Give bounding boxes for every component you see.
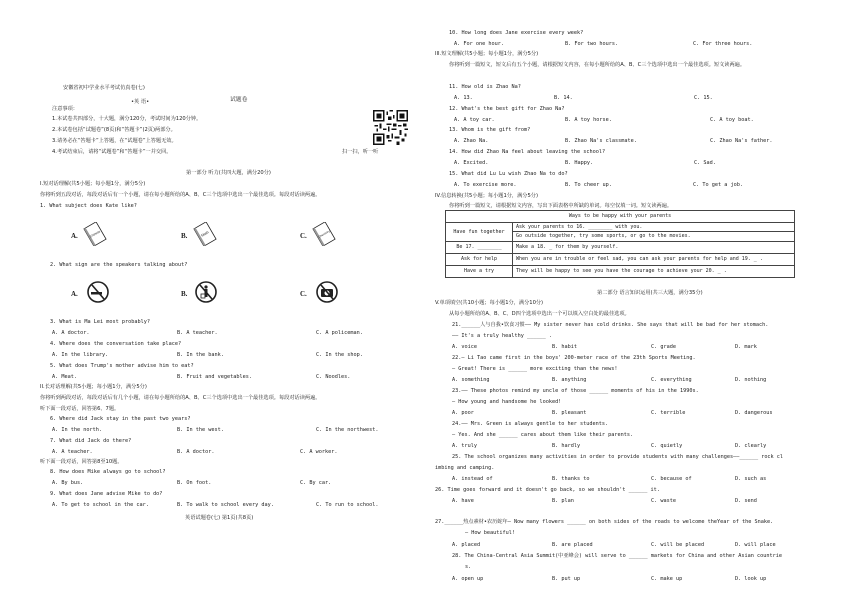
part1-title: 第一部分 听力(共四大题，满分20分)	[186, 170, 271, 176]
table-row	[446, 223, 795, 242]
q14-option-b[interactable]: B. Happy.	[565, 160, 594, 166]
question-5: 5. What does Trump's mother advise him to eat?	[50, 363, 194, 369]
q21-option-d[interactable]: D. mark	[735, 344, 757, 350]
q7-option-c[interactable]: C. A worker.	[300, 449, 338, 455]
q15-option-c[interactable]: C. To get a job.	[693, 182, 743, 188]
q3-option-a[interactable]: A. A doctor.	[52, 330, 90, 336]
q21-option-b[interactable]: B. habit	[552, 344, 577, 350]
q3-option-b[interactable]: B. A teacher.	[177, 330, 218, 336]
q3-option-c[interactable]: C. A policeman.	[316, 330, 363, 336]
right-page	[430, 0, 860, 608]
book-chemistry-icon[interactable]	[311, 222, 337, 246]
q27-option-d[interactable]: D. will place	[735, 542, 776, 548]
section5-title: V.单项填空(共10小题；每小题1分，满分10分)	[435, 300, 544, 306]
question-22-reply: — Great! There is ______ more exciting than the news!	[452, 366, 618, 372]
q13-option-a[interactable]: A. Zhao Na.	[454, 138, 489, 144]
info-table	[445, 210, 795, 278]
q10-option-a[interactable]: A. For one hour.	[454, 41, 504, 47]
table-header: Ways to be happy with your parents	[446, 211, 795, 223]
table-row-label[interactable]: Be 17. ________	[446, 241, 513, 253]
section1-title: I.短对话理解(共5小题；每小题1分，满分5分)	[40, 181, 146, 187]
question-12: 12. What's the best gift for Zhao Na?	[449, 106, 565, 112]
q8-option-a[interactable]: A. By bus.	[52, 480, 84, 486]
q28-option-d[interactable]: D. look up	[735, 576, 767, 582]
q1-option-b-label: B.	[181, 232, 188, 240]
table-row-label: Ask for help	[446, 253, 513, 265]
question-22: 22.— Li Tao came first in the boys' 200-meter race of the 23th Sports Meeting.	[452, 355, 696, 361]
q6-option-a[interactable]: A. In the north.	[52, 427, 102, 433]
question-10: 10. How long does Jane exercise every week?	[449, 30, 584, 36]
q21-option-a[interactable]: A. voice	[452, 344, 477, 350]
question-24: 24.—— Mrs. Green is always gentle to her students.	[452, 421, 609, 427]
notice-line: 1.本试卷共四部分，十大题，满分120分，考试时间为120分钟。	[52, 116, 202, 122]
q25-option-b[interactable]: B. thanks to	[552, 476, 590, 482]
question-21-reply: —— It's a truly healthy ______ .	[452, 333, 552, 339]
q14-option-c[interactable]: C. Sad.	[694, 160, 716, 166]
question-4: 4. Where does the conversation take place?	[50, 341, 182, 347]
section4-desc: 你将听到一篇短文，请根据短文内容，写出下面表格中所缺的单词。每空仅填一词。短文读两遍。	[449, 203, 673, 209]
table-row	[446, 253, 795, 265]
q9-option-c[interactable]: C. To run to school.	[316, 502, 379, 508]
question-3: 3. What is Ma Lei most probably?	[50, 319, 150, 325]
table-row	[446, 241, 795, 253]
q1-option-c-label: C.	[300, 232, 307, 240]
q6-option-c[interactable]: C. In the northwest.	[316, 427, 379, 433]
q11-option-c[interactable]: C. 15.	[694, 95, 713, 101]
q9-option-b[interactable]: B. To walk to school every day.	[177, 502, 274, 508]
section4-title: IV.信息转换(共5小题；每小题1分，满分5分)	[435, 193, 539, 199]
q5-option-c[interactable]: C. Noodles.	[316, 374, 351, 380]
q25-option-c[interactable]: C. because of	[651, 476, 692, 482]
question-15: 15. What did Lu Lu wish Zhao Na to do?	[449, 171, 568, 177]
question-14: 14. How did Zhao Na feel about leaving the school?	[449, 149, 606, 155]
q15-option-b[interactable]: B. To cheer up.	[565, 182, 612, 188]
question-28: 28. The China-Central Asia Summit(中亚峰会) will serve to ______ markets for China and other Asian countrie	[452, 553, 782, 559]
q2-option-c-label: C.	[300, 290, 307, 298]
q22-option-a[interactable]: A. something	[452, 377, 490, 383]
notice-title: 注意事项：	[52, 106, 78, 112]
question-24-reply: — Yes. And she ______ cares about them like their parents.	[452, 432, 634, 438]
question-2: 2. What sign are the speakers talking about?	[50, 262, 188, 268]
q5-option-b[interactable]: B. Fruit and vegetables.	[177, 374, 252, 380]
q26-option-c[interactable]: C. waste	[651, 498, 676, 504]
question-26: 26. Time goes forward and it doesn't go back, so we shouldn't ______ it.	[435, 487, 660, 493]
no-littering-sign-icon[interactable]	[193, 280, 219, 304]
q8-option-b[interactable]: B. On foot.	[177, 480, 212, 486]
table-row-label: Have fun together	[446, 223, 513, 242]
q22-option-d[interactable]: D. nothing	[735, 377, 767, 383]
q13-option-c[interactable]: C. Zhao Na's father.	[710, 138, 773, 144]
q10-option-c[interactable]: C. For three hours.	[693, 41, 753, 47]
question-1: 1. What subject does Kate like?	[40, 203, 137, 209]
q2-option-a-label: A.	[71, 290, 78, 298]
q9-option-a[interactable]: A. To get to school in the car.	[52, 502, 149, 508]
notice-line: 2.本试卷包括“试题卷”(8页)和“答题卡”(2页)两部分。	[52, 127, 176, 133]
book-math-icon[interactable]	[192, 222, 218, 246]
section1-desc: 你将听到五段对话，每段对话后有一个小题，请在每小题所给的A、B、C三个选项中选出一个最佳选项。每段对话读两遍。	[40, 192, 321, 198]
question-25: 25. The school organizes many activities in order to provide students with many challenges——______ rock cl	[452, 454, 784, 460]
q26-option-d[interactable]: D. send	[735, 498, 757, 504]
question-11: 11. How old is Zhao Na?	[449, 84, 521, 90]
section2-title: II.长对话理解(共5小题；每小题1分，满分5分)	[40, 384, 147, 390]
section5-desc: 从每小题所给的A、B、C、D四个选项中选出一个可以填入空白处的最佳选项。	[449, 311, 630, 317]
q14-option-a[interactable]: A. Excited.	[454, 160, 489, 166]
question-21: 21.______人与自我•饮食习惯—— My sister never has cold drinks. She says that will be bad for her stomach.	[452, 322, 769, 328]
question-27-reply: — How beautiful!	[465, 530, 515, 536]
notice-line: 4.考试结束后，请将“试题卷”和“答题卡”一并交回。	[52, 149, 172, 155]
qr-code-icon[interactable]	[373, 110, 408, 145]
q25-option-a[interactable]: A. instead of	[452, 476, 493, 482]
question-27: 27.______热点素材•农历蛇年— Now many flowers ______ on both sides of the roads to welcome theYear of the Snake.	[435, 519, 774, 525]
q13-option-b[interactable]: B. Zhao Na's classmate.	[565, 138, 637, 144]
section3-desc: 你将听到一篇短文，短文后有五个小题，请根据短文内容，在每小题所给的A、B、C三个选项中选出一个最佳选项。短文读两遍。	[449, 62, 746, 68]
q27-option-b[interactable]: B. are placed	[552, 542, 593, 548]
paper-title: 试题卷	[230, 97, 248, 103]
q2-option-b-label: B.	[181, 290, 188, 298]
question-7: 7. What did Jack do there?	[50, 438, 132, 444]
section2-desc: 你将听到两段对话，每段对话后有几个小题，请在每小题所给的A、B、C三个选项中选出一个最佳选项。每段对话读两遍。	[40, 395, 321, 401]
part2-title: 第二部分 语言知识运用(共三大题，满分35分)	[597, 290, 703, 296]
table-cell	[513, 223, 795, 242]
question-25-cont: imbing and camping.	[435, 465, 495, 471]
table-line: Go outside together, try some sports, or go to the movies.	[513, 231, 794, 239]
q28-option-b[interactable]: B. put up	[552, 576, 581, 582]
q12-option-a[interactable]: A. A toy car.	[454, 117, 495, 123]
question-6: 6. Where did Jack stay in the past two years?	[50, 416, 191, 422]
q27-option-c[interactable]: C. will be placed	[651, 542, 705, 548]
q21-option-c[interactable]: C. grade	[651, 344, 676, 350]
q22-option-b[interactable]: B. anything	[552, 377, 587, 383]
table-cell[interactable]: When you are in trouble or feel sad, you can ask your parents for help and 19. _ .	[513, 253, 795, 265]
q24-option-d[interactable]: D. clearly	[735, 443, 767, 449]
question-23: 23.—— These photos remind my uncle of those ______ moments of his in the 1990s.	[452, 388, 699, 394]
q26-option-a[interactable]: A. have	[452, 498, 474, 504]
q24-option-a[interactable]: A. truly	[452, 443, 477, 449]
no-smoking-sign-icon[interactable]	[85, 280, 111, 304]
q4-option-b[interactable]: B. In the bank.	[177, 352, 224, 358]
q25-option-d[interactable]: D. such as	[735, 476, 767, 482]
q24-option-c[interactable]: C. quietly	[651, 443, 683, 449]
school-header: 安徽省初中学业水平考试仿真卷(七)	[63, 85, 145, 91]
scan-listen-label: 扫一扫，听一听	[342, 149, 379, 155]
svg-text:Math: Math	[200, 230, 210, 238]
table-cell[interactable]: They will be happy to see you have the courage to achieve your 20. _ .	[513, 265, 795, 277]
table-cell[interactable]: Make a 18. _ for them by yourself.	[513, 241, 795, 253]
q7-option-b[interactable]: B. A doctor.	[177, 449, 215, 455]
q7-option-a[interactable]: A. A teacher.	[52, 449, 93, 455]
q22-option-c[interactable]: C. everything	[651, 377, 692, 383]
notice-line: 3.请务必在“答题卡”上答题，在“试题卷”上答题无效。	[52, 138, 177, 144]
svg-text:Chemistry: Chemistry	[317, 229, 331, 239]
table-line[interactable]: Ask your parents to 16. ________ with you.	[516, 224, 643, 230]
q28-option-a[interactable]: A. open up	[452, 576, 484, 582]
q8-option-c[interactable]: C. By car.	[300, 480, 332, 486]
q1-option-a-label: A.	[71, 232, 78, 240]
question-28-cont: s.	[465, 564, 472, 570]
question-23-reply: — How young and handsome he looked!	[452, 399, 562, 405]
no-photos-sign-icon[interactable]	[314, 280, 340, 304]
q27-option-a[interactable]: A. placed	[452, 542, 481, 548]
section2-desc-6-7: 听下面一段对话，回答第6、7题。	[40, 406, 120, 412]
table-row-label: Have a try	[446, 265, 513, 277]
q23-option-c[interactable]: C. terrible	[651, 410, 686, 416]
section2-desc-8-10: 听下面一段对话，回答第8至10题。	[40, 459, 123, 465]
question-13: 13. Whom is the gift from?	[449, 127, 531, 133]
subject-label: •英 语•	[131, 99, 150, 105]
table-row	[446, 265, 795, 277]
q10-option-b[interactable]: B. For two hours.	[565, 41, 619, 47]
question-9: 9. What does Jane advise Mike to do?	[50, 491, 163, 497]
page-footer: 英语试题卷(七) 第1页(共8页)	[185, 515, 254, 521]
q12-option-b[interactable]: B. A toy horse.	[565, 117, 612, 123]
q12-option-c[interactable]: C. A toy boat.	[710, 117, 754, 123]
book-chinese-icon[interactable]	[82, 222, 108, 246]
q24-option-b[interactable]: B. hardly	[552, 443, 581, 449]
q28-option-c[interactable]: C. make up	[651, 576, 683, 582]
question-8: 8. How does Mike always go to school?	[50, 469, 166, 475]
q5-option-a[interactable]: A. Meat.	[52, 374, 77, 380]
q4-option-a[interactable]: A. In the library.	[52, 352, 109, 358]
q23-option-d[interactable]: D. dangerous	[735, 410, 773, 416]
q26-option-b[interactable]: B. plan	[552, 498, 574, 504]
q11-option-a[interactable]: A. 13.	[454, 95, 473, 101]
q6-option-b[interactable]: B. In the west.	[177, 427, 224, 433]
q23-option-a[interactable]: A. poor	[452, 410, 474, 416]
q15-option-a[interactable]: A. To exercise more.	[454, 182, 517, 188]
q23-option-b[interactable]: B. pleasant	[552, 410, 587, 416]
q4-option-c[interactable]: C. In the shop.	[316, 352, 363, 358]
svg-text:Chinese: Chinese	[88, 229, 102, 239]
section3-title: III.短文理解(共5小题；每小题1分，满分5分)	[435, 51, 539, 57]
q11-option-b[interactable]: B. 14.	[554, 95, 573, 101]
